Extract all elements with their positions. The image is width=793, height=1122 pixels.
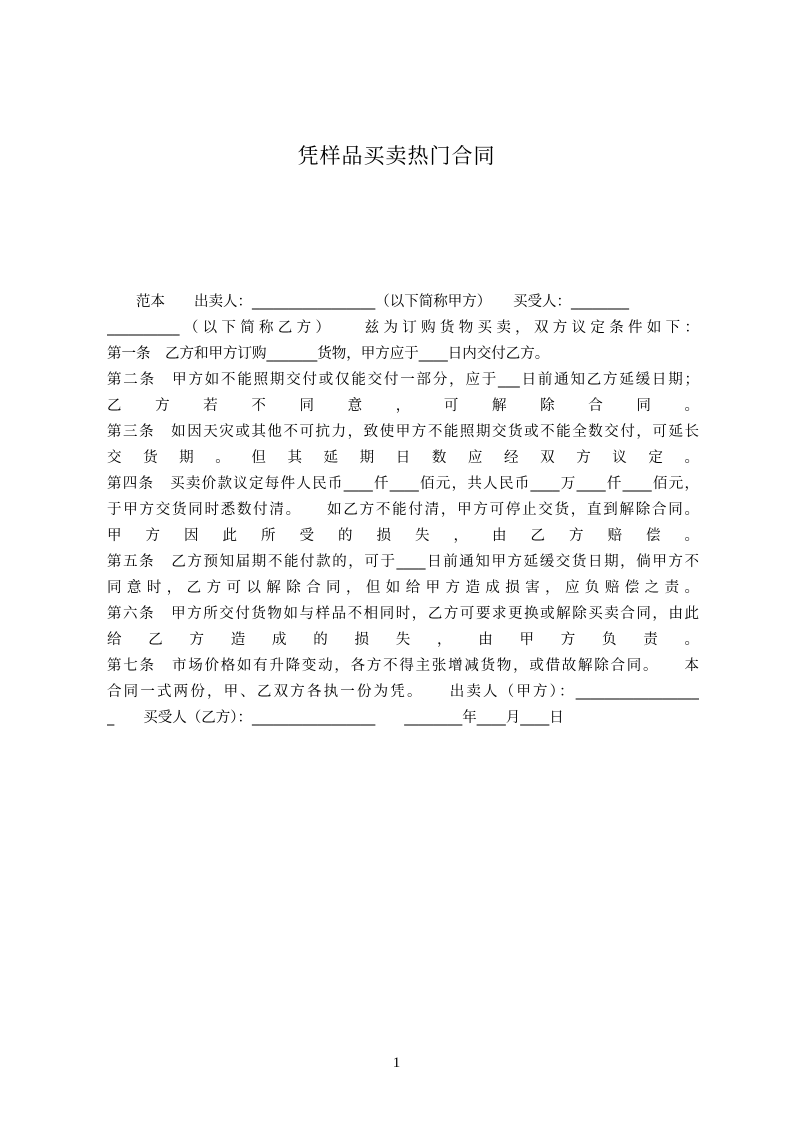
contract-line: 合同一式两份，甲、乙双方各执一份为凭。 出卖人（甲方）：_________________ [107,684,699,700]
contract-line: 第二条 甲方如不能照期交付或仅能交付一部分，应于___日前通知乙方延缓日期； [107,372,699,388]
contract-line: 同意时，乙方可以解除合同，但如给甲方造成损害，应负赔偿之责。 [107,580,699,596]
contract-line: _ 买受人（乙方）：_________________ ________年____月____日 [107,710,564,726]
page-number: 1 [392,1055,401,1071]
contract-line: __________（以下简称乙方） 兹为订购货物买卖，双方议定条件如下： [107,320,699,336]
contract-line: 乙 方 若 不 同 意 ， 可 解 除 合 同 。 [107,398,699,414]
contract-line: 第四条 买卖价款议定每件人民币____仟____佰元，共人民币____万____仟____佰元， [107,476,699,492]
contract-body [107,289,699,731]
contract-line: 于甲方交货同时悉数付清。 如乙方不能付清，甲方可停止交货，直到解除合同。 [107,502,699,518]
contract-line: 第三条 如因天灾或其他不可抗力，致使甲方不能照期交货或不能全数交付，可延长 [107,424,699,440]
contract-line: 第七条 市场价格如有升降变动，各方不得主张增减货物，或借故解除合同。 本 [107,658,699,674]
contract-line: 第一条 乙方和甲方订购_______货物，甲方应于____日内交付乙方。 [107,346,550,362]
contract-line: 范本 出卖人：_________________（以下简称甲方） 买受人：________ [107,294,629,310]
contract-line: 甲 方 因 此 所 受 的 损 失 ， 由 乙 方 赔 偿 。 [107,528,699,544]
contract-line: 交 货 期 。 但 其 延 期 日 数 应 经 双 方 议 定 。 [107,450,699,466]
contract-line: 给 乙 方 造 成 的 损 失 ， 由 甲 方 负 责 。 [107,632,699,648]
contract-line: 第六条 甲方所交付货物如与样品不相同时，乙方可要求更换或解除买卖合同，由此 [107,606,699,622]
contract-line: 第五条 乙方预知届期不能付款的，可于____日前通知甲方延缓交货日期，倘甲方不 [107,554,699,570]
document-title: 凭样品买卖热门合同 [297,144,496,168]
